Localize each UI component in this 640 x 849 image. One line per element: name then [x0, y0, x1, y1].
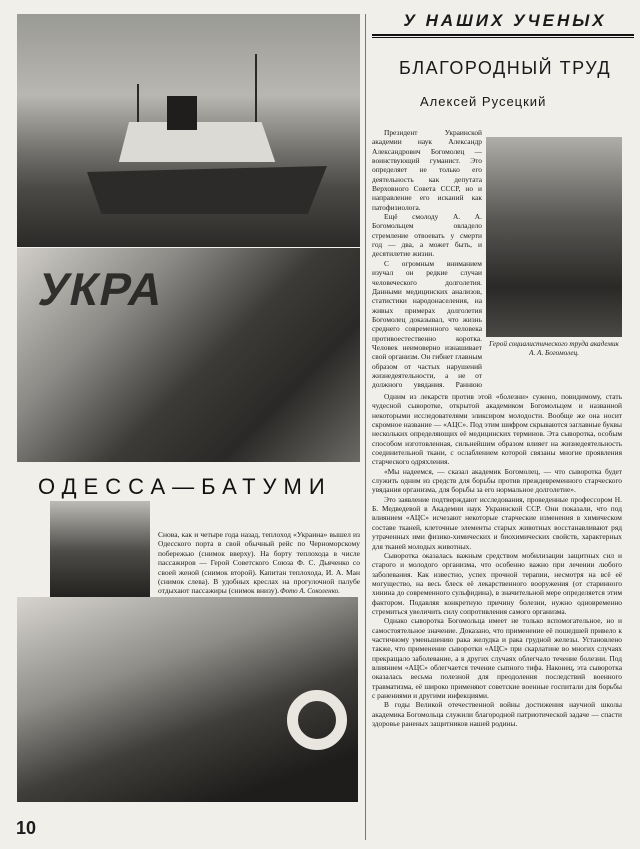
article-column-narrow — [372, 128, 482, 390]
paragraph: В годы Великой отечественной войны достижения научной школы академика Богомольца служили благородной патриотической задаче — спасти здоровье раненых защитников нашей родины. — [372, 700, 622, 729]
article-column-wide — [372, 392, 622, 844]
header-rule — [372, 37, 634, 38]
lifebuoy-icon — [287, 690, 347, 750]
photo-story-caption: Снова, как и четыре года назад, теплоход «Украина» вышел из Одесского порта в свой обычный рейс по Черноморскому побережью (снимок вверху). На борту теплохода в числе пассажиров — Герой Советского Союза Ф. С. Дьяченко со своей женой (снимок второй). Капитан теплохода, И. А. Ман (снимок слева). В удобных креслах на прогулочной палубе отдыхают пассажиры (снимок внизу). — [158, 530, 360, 596]
column-divider — [365, 14, 366, 840]
article-author: Алексей Русецкий — [420, 94, 547, 109]
paragraph: Сыворотка оказалась важным средством мобилизации защитных сил и старого и молодого организма, что особенно важно при лечении любого заболевания. Как известно, успех прочной терапии, несмотря на всё её могущество, на весь блеск её лекарственного вооружения (от старинного хинина до современного сульфидина), в значительной мере определяется этим фактором. Подавляя конкретную причину болезни, нужно одновременно стремиться увеличить силу сопротивления самого организма. — [372, 550, 622, 616]
photo-story-heading: ОДЕССА—БАТУМИ — [38, 474, 332, 499]
portrait-photo — [486, 137, 622, 337]
ship-photo — [17, 14, 360, 247]
paragraph: Однако сыворотка Богомольца имеет не только вспомогательное, но и самостоятельное значение. Доказано, что применение её пошедшей привело к частичному уменьшению рака желудка и рака грудной железы. Установлено также, что применение сыворотки «АЦС» при скарлатине во многих случаях прекращало заболевание, а в других случаях облегчало течение болезни. Под влиянием «АЦС» облегчается течение сыпного тифа. Наконец, эта сыворотка оказалась весьма полезной для преодоления последствий военного травматизма, её широко применяют советские военные госпитали для борьбы с ранениями и другими инфекциями. — [372, 616, 622, 700]
paragraph: «Мы надеемся, — сказал академик Богомолец, — что сыворотка будет служить одним из средств для борьбы против преждевременного старческого увядания организма, для борьбы за его нормальное долголетие». — [372, 466, 622, 495]
paragraph: Одним из лекарств против этой «болезни» сужено, повидимому, стать чудесной сыворотке, открытой академиком Богомольцем и названной некоторыми исследователями эликсиром молодости. Вообще же она носит скромное название — «АЦС». Под этим шифром скрываются заглавные буквы нескольких определяющих её медицинских терминов. Эта сыворотка, особым способом изготовленная, сильнейшим образом влияет на жизнедеятельность соединительной ткани, с ослаблением которой связаны многие проявления старческого одряхления. — [372, 392, 622, 467]
portrait-caption: Герой социалистического труда академик А. А. Богомолец. — [489, 340, 619, 357]
paragraph: Ещё смолоду А. А. Богомольцем овладело стремление отвоевать у смерти год — два, а может быть, и десятилетие жизни. — [372, 212, 482, 259]
ship-funnel — [167, 96, 197, 130]
ship-hull — [87, 154, 327, 214]
paragraph: Это заявление подтверждают исследования, проведенные профессором Н. Б. Медведевой в Академии наук Украинской ССР. Они показали, что под влиянием «АЦС» исчезают некоторые старческие изменения в химическом составе тканей, клеточные элементы старых животных восстанавливают ряд утраченных ими физико-химических и биохимических свойств, характерных для тканей молодых животных. — [372, 494, 622, 551]
header-rule — [372, 34, 634, 36]
paragraph: С огромным вниманием изучал он редкие случаи человеческого долголетия. Данными медицинских анализов, статистики народонаселения, на живых примерах долголетия Богомолец доказывал, что жизнь среднего современного человека противоестественно коротка. Человек неимоверно изнашивает свой организм. Он гибнет главным образом от частых нарушений жизнедеятельности, а не от должного увядания. Раннюю — [372, 258, 482, 390]
ship-superstructure — [112, 122, 282, 162]
deck-photo — [17, 597, 358, 802]
ship-name-letters: УКРА — [34, 263, 171, 315]
photo-credit: Фото А. Соколенко. — [280, 587, 340, 595]
section-header: У НАШИХ УЧЕНЫХ — [403, 11, 607, 30]
article-title: БЛАГОРОДНЫЙ ТРУД — [398, 58, 612, 78]
page-number: 10 — [16, 818, 37, 838]
paragraph: Президент Украинской академии наук Александр Александрович Богомолец — воинствующий гуманист. Это определяет не только его деятельность как депутата Верховного Совета СССР, но и направление его исканий как патофизиолога. — [372, 128, 482, 212]
